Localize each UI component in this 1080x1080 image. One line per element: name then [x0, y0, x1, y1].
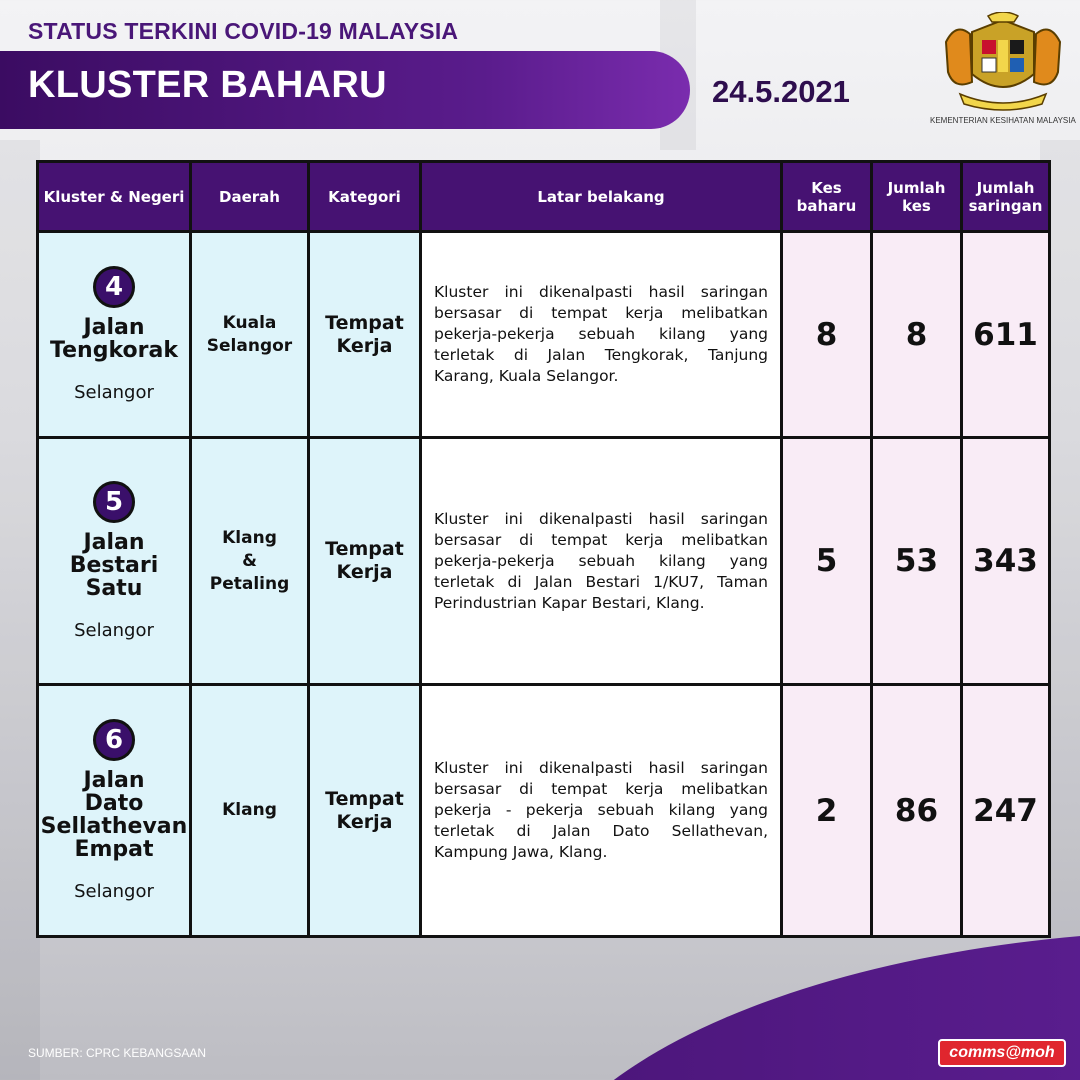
top-title: STATUS TERKINI COVID-19 MALAYSIA [28, 18, 459, 44]
col-header-daerah: Daerah [191, 162, 309, 232]
latar-text: Kluster ini dikenalpasti hasil saringan bersasar di tempat kerja melibatkan pekerja-pekerja sebuah kilang yang terletak di Jalan Bestari 1/KU7, Taman Perindustrian Kapar Bestari, Klang. [434, 509, 768, 612]
latar-cell [421, 685, 782, 937]
col-header-latar: Latar belakang [421, 162, 782, 232]
jumlah-kes-value: 53 [894, 543, 939, 579]
col-header-kluster: Kluster & Negeri [38, 162, 191, 232]
title-banner [0, 51, 690, 129]
jumlah-saringan-value: 343 [973, 543, 1038, 579]
latar-cell [421, 438, 782, 685]
jumlah-kes-value: 86 [894, 792, 939, 829]
daerah-text: Klang & Petaling [209, 527, 290, 594]
jumlah-kes-cell [872, 232, 962, 438]
jumlah-kes-value: 8 [905, 316, 928, 353]
jumlah-kes-cell [872, 685, 962, 937]
source-label: SUMBER: CPRC KEBANGSAAN [28, 1046, 207, 1060]
col-header-kategori: Kategori [309, 162, 421, 232]
cluster-table [36, 160, 1051, 938]
comms-moh-badge: comms@moh [938, 1039, 1066, 1067]
cluster-state: Selangor [74, 881, 154, 902]
daerah-text: Kuala Selangor [206, 312, 293, 356]
daerah-cell [191, 438, 309, 685]
cluster-number-badge: 4 [93, 266, 135, 308]
latar-cell [421, 232, 782, 438]
cluster-cell [38, 438, 191, 685]
jumlah-saringan-cell [962, 685, 1050, 937]
kes-baharu-value: 5 [815, 543, 838, 579]
jumlah-kes-cell [872, 438, 962, 685]
kes-baharu-value: 2 [815, 792, 838, 829]
col-header-jumlah-kes: Jumlah kes [872, 162, 962, 232]
table-row [38, 232, 1050, 438]
jumlah-saringan-cell [962, 438, 1050, 685]
jumlah-saringan-cell [962, 232, 1050, 438]
kes-baharu-cell [782, 438, 872, 685]
table-row [38, 685, 1050, 937]
kes-baharu-cell [782, 232, 872, 438]
jumlah-saringan-value: 611 [973, 316, 1038, 353]
kategori-text: Tempat Kerja [325, 311, 404, 357]
cluster-state: Selangor [74, 382, 154, 403]
background-building [0, 140, 40, 1080]
col-header-jumlah-saringan: Jumlah saringan [962, 162, 1050, 232]
report-date: 24.5.2021 [712, 74, 850, 109]
coat-of-arms-icon [942, 12, 1064, 112]
daerah-text: Klang [222, 800, 277, 820]
latar-text: Kluster ini dikenalpasti hasil saringan bersasar di tempat kerja melibatkan pekerja - pekerja sebuah kilang yang terletak di Jalan Dato Sellathevan, Kampung Jawa, Klang. [434, 759, 768, 861]
cluster-number-badge: 5 [93, 481, 135, 523]
kategori-cell [309, 438, 421, 685]
daerah-cell [191, 685, 309, 937]
ministry-label: KEMENTERIAN KESIHATAN MALAYSIA [930, 116, 1076, 125]
kes-baharu-cell [782, 685, 872, 937]
kes-baharu-value: 8 [815, 316, 838, 353]
latar-text: Kluster ini dikenalpasti hasil saringan bersasar di tempat kerja melibatkan pekerja-pekerja sebuah kilang yang terletak di Jalan Tengkorak, Tanjung Karang, Kuala Selangor. [434, 283, 768, 385]
jumlah-saringan-value: 247 [973, 792, 1038, 829]
cluster-number-badge: 6 [93, 719, 135, 761]
cluster-name: Jalan Bestari Satu [69, 530, 159, 601]
kategori-cell [309, 232, 421, 438]
kategori-cell [309, 685, 421, 937]
banner-title: KLUSTER BAHARU [28, 64, 387, 106]
cluster-name: Jalan Dato Sellathevan Empat [40, 768, 188, 862]
table-row [38, 438, 1050, 685]
col-header-kes-baharu: Kes baharu [782, 162, 872, 232]
cluster-cell [38, 685, 191, 937]
cluster-name: Jalan Tengkorak [50, 315, 178, 363]
kategori-text: Tempat Kerja [325, 787, 404, 833]
kategori-text: Tempat Kerja [325, 538, 404, 583]
cluster-state: Selangor [74, 620, 154, 641]
daerah-cell [191, 232, 309, 438]
table-header-row [38, 162, 1050, 232]
cluster-cell [38, 232, 191, 438]
